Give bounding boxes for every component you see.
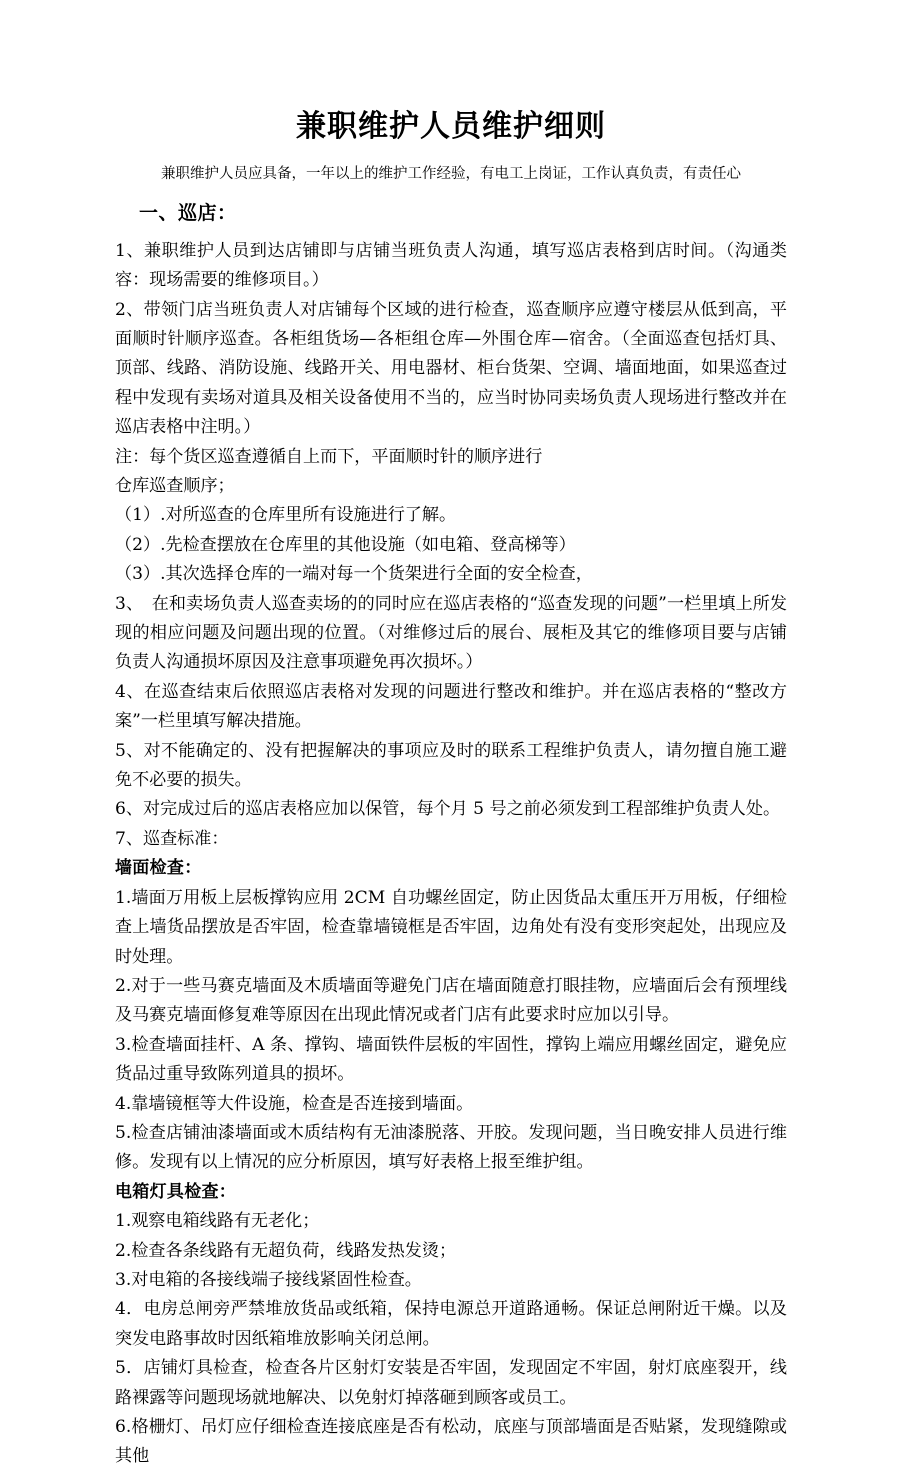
paragraph: 注：每个货区巡查遵循自上而下，平面顺时针的顺序进行 [115,446,543,467]
paragraph: （2）.先检查摆放在仓库里的其他设施（如电箱、登高梯等） [115,534,576,555]
paragraph: 2.检查各条线路有无超负荷，线路发热发烫； [115,1240,457,1261]
paragraph: 6、对完成过后的巡店表格应加以保管，每个月 5 号之前必须发到工程部维护负责人处。 [115,799,781,820]
document-content [115,0,787,1472]
subsection-heading-wall-check: 墙面检查： [115,858,202,879]
subsection-heading-electric-check: 电箱灯具检查： [115,1181,237,1202]
paragraph: （3）.其次选择仓库的一端对每一个货架进行全面的安全检查， [115,564,593,585]
document-subtitle: 兼职维护人员应具备，一年以上的维护工作经验，有电工上岗证，工作认真负责，有责任心 [161,165,741,182]
paragraph: 1.观察电箱线路有无老化； [115,1211,320,1232]
paragraph: 6.格栅灯、吊灯应仔细检查连接底座是否有松动，底座与顶部墙面是否贴紧，发现缝隙或其他 [115,1417,787,1467]
paragraph: 4、在巡查结束后依照巡店表格对发现的问题进行整改和维护。并在巡店表格的“整改方案”一栏里填写解决措施。 [115,681,787,732]
paragraph: 1.墙面万用板上层板撑钩应用 2CM 自功螺丝固定，防止因货品太重压开万用板，仔细检查上墙货品摆放是否牢固，检查靠墙镜框是否牢固，边角处有没有变形突起处，出现应及时处理。 [115,887,787,967]
paragraph: 7、巡查标准： [115,828,229,849]
paragraph: 3.检查墙面挂杆、A 条、撑钩、墙面铁件层板的牢固性，撑钩上端应用螺丝固定，避免应货品过重导致陈列道具的损坏。 [115,1034,787,1085]
paragraph: 2.对于一些马赛克墙面及木质墙面等避免门店在墙面随意打眼挂物，应墙面后会有预埋线及马赛克墙面修复难等原因在出现此情况或者门店有此要求时应加以引导。 [115,975,787,1026]
paragraph: 5．店铺灯具检查，检查各片区射灯安装是否牢固，发现固定不牢固，射灯底座裂开，线路裸露等问题现场就地解决、以免射灯掉落砸到顾客或员工。 [115,1358,787,1408]
paragraph: 2、带领门店当班负责人对店铺每个区域的进行检查，巡查顺序应遵守楼层从低到高，平面顺时针顺序巡查。各柜组货场—各柜组仓库—外围仓库—宿舍。（全面巡查包括灯具、顶部、线路、消防设施、线路开关、用电器材、柜台货架、空调、墙面地面，如果巡查过程中发现有卖场对道具及相关设备使用不当的，应当时协同卖场负责人现场进行整改并在巡店表格中注明。） [115,299,787,438]
paragraph: 3、 在和卖场负责人巡查卖场的的同时应在巡店表格的“巡查发现的问题”一栏里填上所发现的相应问题及问题出现的位置。（对维修过后的展台、展柜及其它的维修项目要与店铺负责人沟通损坏原因及注意事项避免再次损坏。） [115,593,787,673]
paragraph: 5、对不能确定的、没有把握解决的事项应及时的联系工程维护负责人，请勿擅自施工避免不必要的损失。 [115,740,787,791]
paragraph: 1、兼职维护人员到达店铺即与店铺当班负责人沟通，填写巡店表格到店时间。（沟通类容：现场需要的维修项目。） [115,240,787,291]
paragraph: 5.检查店铺油漆墙面或木质结构有无油漆脱落、开胶。发现问题，当日晚安排人员进行维修。发现有以上情况的应分析原因，填写好表格上报至维护组。 [115,1122,787,1173]
paragraph: 4.靠墙镜框等大件设施，检查是否连接到墙面。 [115,1093,474,1114]
document-body [115,228,787,1472]
section-heading-store-inspection: 一、巡店： [139,202,237,225]
paragraph: 4．电房总闸旁严禁堆放货品或纸箱，保持电源总开道路通畅。保证总闸附近干燥。以及突发电路事故时因纸箱堆放影响关闭总闸。 [115,1299,787,1349]
page-title: 兼职维护人员维护细则 [296,109,606,144]
paragraph: （1）.对所巡查的仓库里所有设施进行了解。 [115,505,457,526]
paragraph: 仓库巡查顺序； [115,476,235,496]
paragraph: 3.对电箱的各接线端子接线紧固性检查。 [115,1269,422,1290]
